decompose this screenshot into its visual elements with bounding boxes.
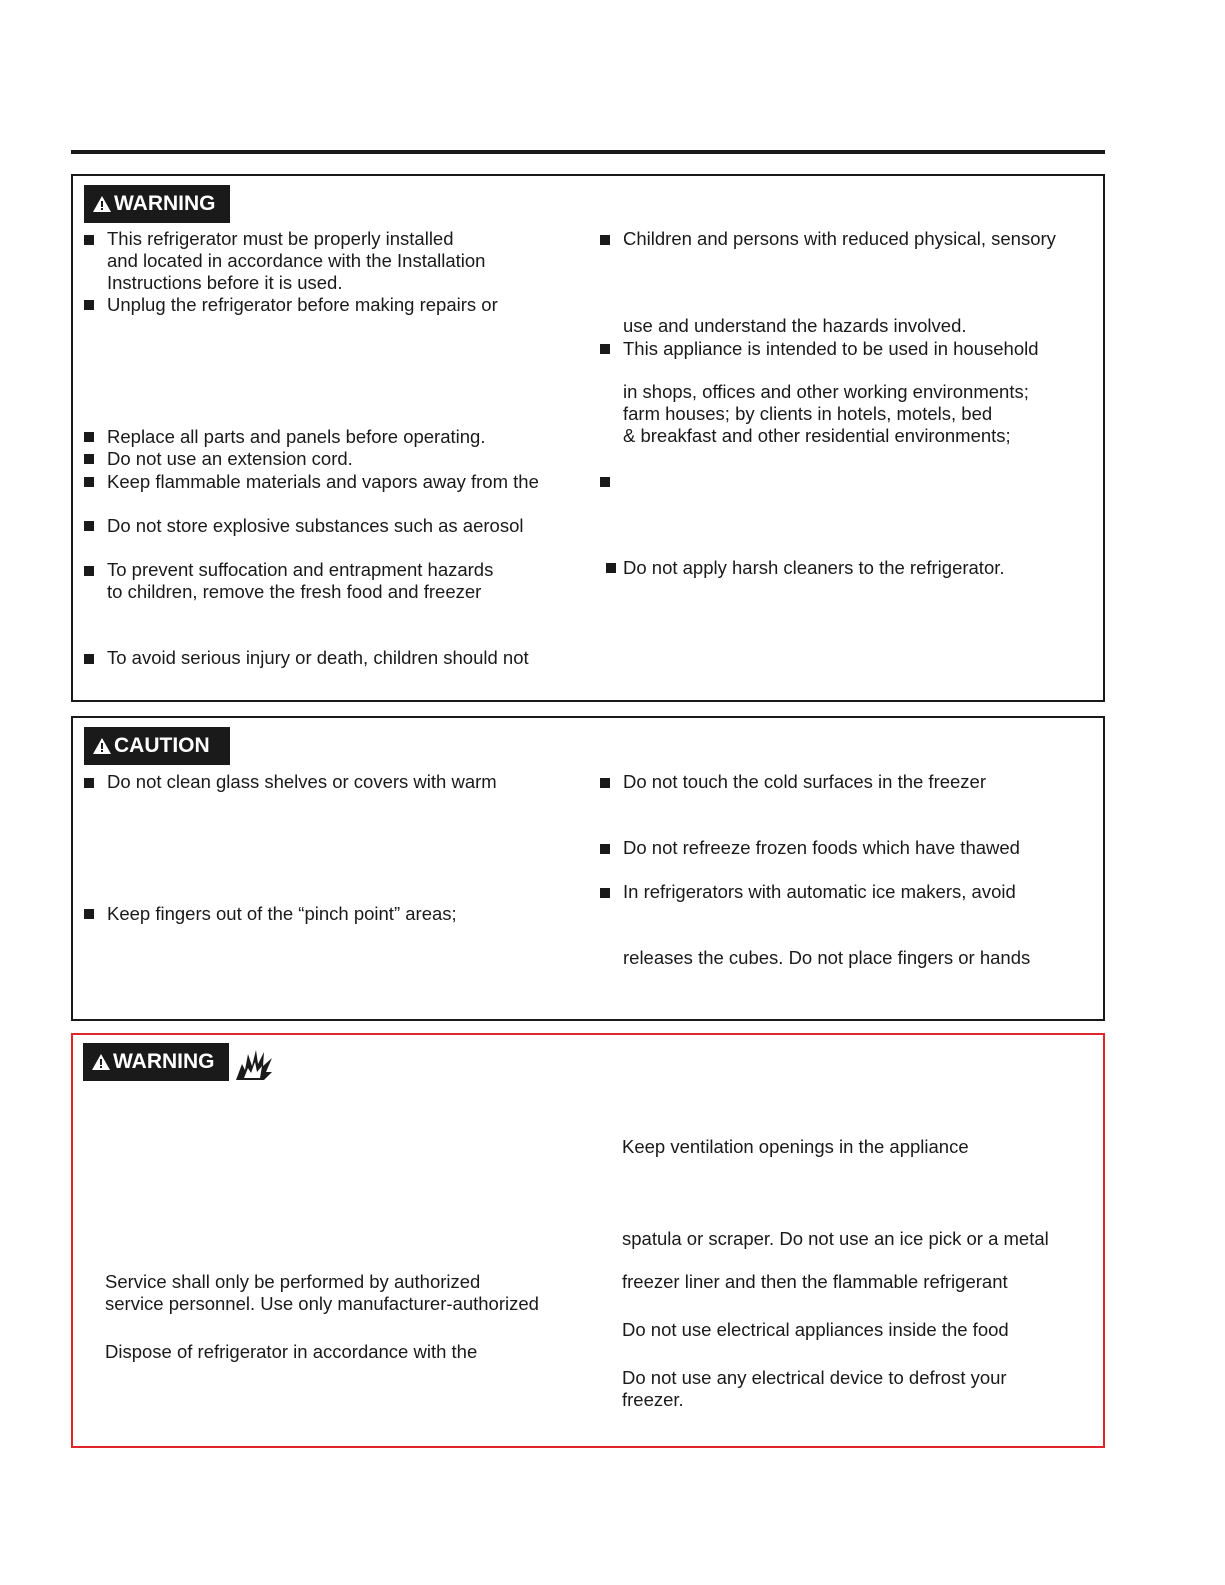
warning-right-b2-cont-l2: farm houses; by clients in hotels, motels, bed	[623, 403, 993, 424]
bullet-icon	[84, 477, 94, 487]
warning-right-b2: This appliance is intended to be used in household	[623, 338, 1039, 359]
bullet-icon	[84, 566, 94, 576]
warning-right-b1: Children and persons with reduced physical, sensory	[623, 228, 1056, 249]
flammable-right-p5-l2: freezer.	[622, 1389, 684, 1410]
bullet-icon	[84, 909, 94, 919]
bullet-icon	[84, 521, 94, 531]
warning-left-b5: Keep flammable materials and vapors away from the	[107, 471, 539, 492]
warning-right-b4: Do not apply harsh cleaners to the refrigerator.	[623, 557, 1005, 578]
flammable-right-p1: Keep ventilation openings in the appliance	[622, 1136, 969, 1157]
flammable-right-p4: Do not use electrical appliances inside the food	[622, 1319, 1009, 1340]
warning-triangle-icon	[92, 195, 112, 213]
warning-left-b7-l2: to children, remove the fresh food and freezer	[107, 581, 482, 602]
warning-left-b3: Replace all parts and panels before operating.	[107, 426, 486, 447]
warning-badge-label: WARNING	[114, 192, 216, 215]
warning-triangle-icon	[91, 1053, 111, 1071]
flammable-warning-badge	[83, 1043, 229, 1081]
warning-right-b1-cont: use and understand the hazards involved.	[623, 315, 967, 336]
bullet-icon	[84, 778, 94, 788]
bullet-icon	[84, 432, 94, 442]
bullet-icon	[600, 477, 610, 487]
caution-right-b3-cont: releases the cubes. Do not place fingers or hands	[623, 947, 1031, 968]
flammable-left-p1-l2: service personnel. Use only manufacturer-authorized	[105, 1293, 539, 1314]
warning-left-b4: Do not use an extension cord.	[107, 448, 353, 469]
flammable-left-p1-l1: Service shall only be performed by authorized	[105, 1271, 481, 1292]
bullet-icon	[600, 844, 610, 854]
fire-hazard-icon	[234, 1042, 274, 1082]
bullet-icon	[84, 300, 94, 310]
caution-right-b2: Do not refreeze frozen foods which have thawed	[623, 837, 1020, 858]
bullet-icon	[84, 235, 94, 245]
bullet-icon	[600, 344, 610, 354]
caution-left-b2: Keep fingers out of the “pinch point” areas;	[107, 903, 457, 924]
warning-left-b1-l3: Instructions before it is used.	[107, 272, 343, 293]
caution-left-b1: Do not clean glass shelves or covers with warm	[107, 771, 497, 792]
flammable-right-p2: spatula or scraper. Do not use an ice pick or a metal	[622, 1228, 1049, 1249]
warning-left-b7-l1: To prevent suffocation and entrapment hazards	[107, 559, 494, 580]
bullet-icon	[606, 563, 616, 573]
warning-left-b6: Do not store explosive substances such as aerosol	[107, 515, 524, 536]
caution-right-b1: Do not touch the cold surfaces in the freezer	[623, 771, 987, 792]
flammable-right-p5-l1: Do not use any electrical device to defrost your	[622, 1367, 1007, 1388]
warning-left-b2: Unplug the refrigerator before making repairs or	[107, 294, 498, 315]
caution-badge	[84, 727, 230, 765]
bullet-icon	[84, 454, 94, 464]
bullet-icon	[600, 888, 610, 898]
flammable-warning-badge-label: WARNING	[113, 1050, 215, 1073]
flammable-left-p2: Dispose of refrigerator in accordance with the	[105, 1341, 478, 1362]
flammable-right-p3: freezer liner and then the flammable refrigerant	[622, 1271, 1008, 1292]
warning-left-b8: To avoid serious injury or death, children should not	[107, 647, 529, 668]
warning-badge	[84, 185, 230, 223]
warning-left-b1-l1: This refrigerator must be properly installed	[107, 228, 454, 249]
caution-badge-label: CAUTION	[114, 734, 210, 757]
bullet-icon	[600, 235, 610, 245]
warning-left-b1-l2: and located in accordance with the Installation	[107, 250, 486, 271]
bullet-icon	[84, 654, 94, 664]
caution-right-b3: In refrigerators with automatic ice makers, avoid	[623, 881, 1016, 902]
warning-right-b2-cont-l1: in shops, offices and other working environments;	[623, 381, 1029, 402]
warning-triangle-icon	[92, 737, 112, 755]
header-rule	[71, 150, 1105, 154]
bullet-icon	[600, 778, 610, 788]
warning-right-b2-cont-l3: & breakfast and other residential environments;	[623, 425, 1011, 446]
